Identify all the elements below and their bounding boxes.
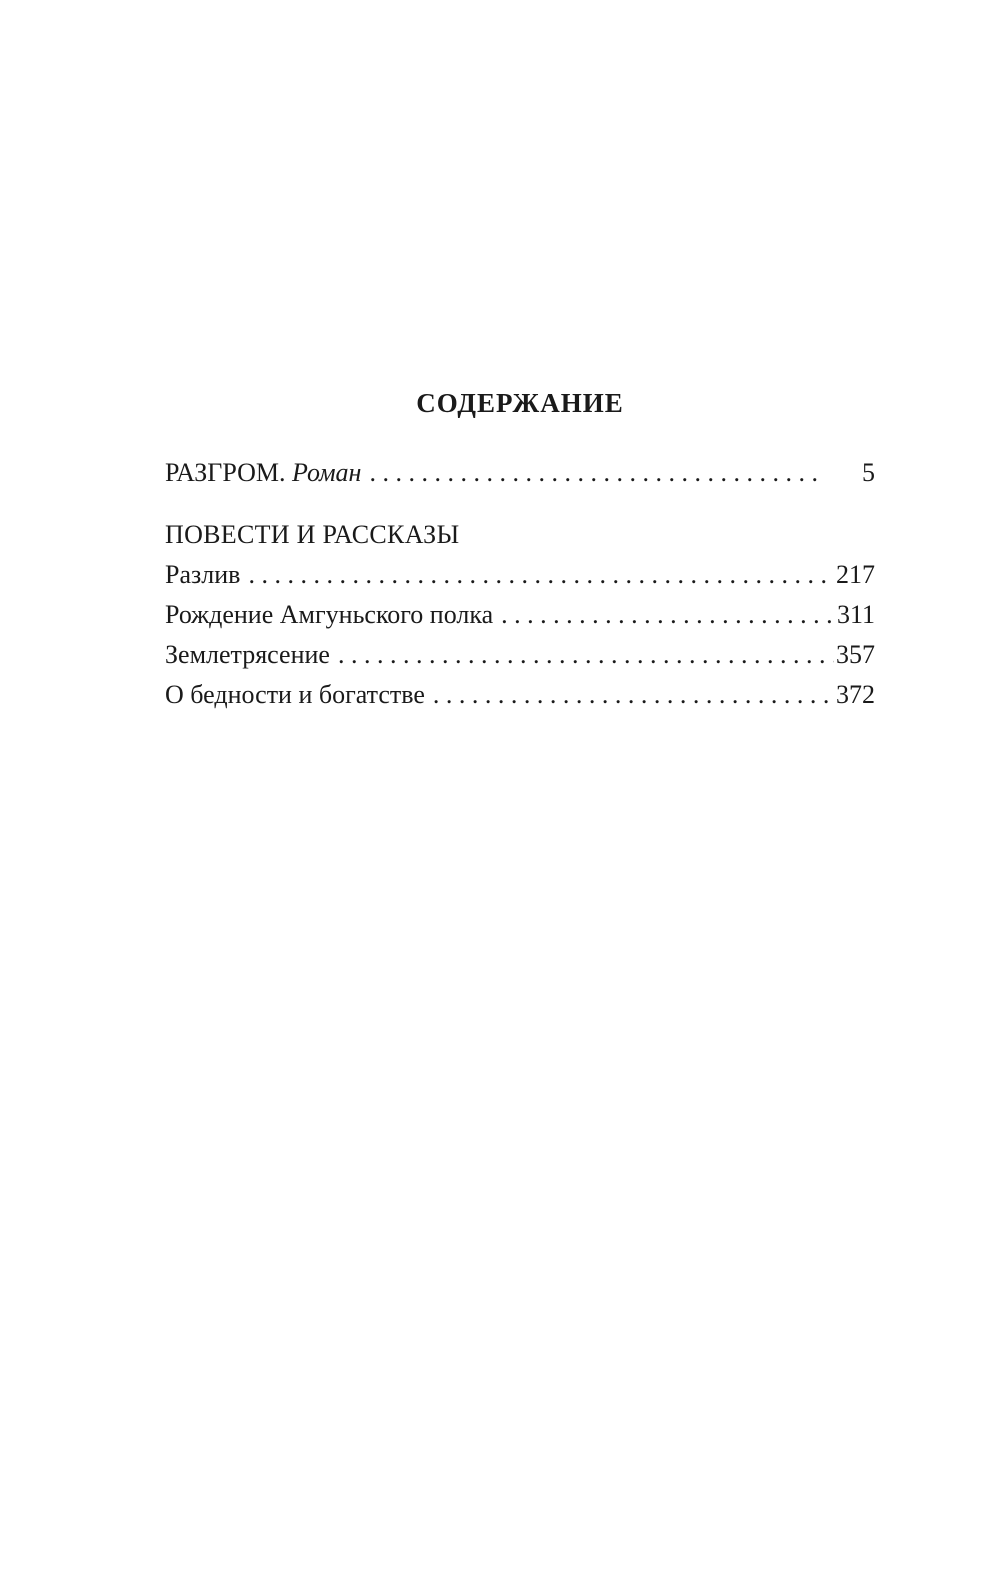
toc-entry-page: 357	[836, 640, 875, 669]
toc-entry-page: 5	[862, 458, 875, 487]
toc-entry-label: О бедности и богатстве	[165, 680, 425, 709]
toc-entry-page: 372	[836, 680, 875, 709]
dot-leader	[248, 555, 834, 595]
toc-entry-page: 311	[836, 600, 875, 629]
table-of-contents	[165, 388, 875, 715]
toc-entry-razgrom	[165, 453, 875, 493]
toc-entry-page: 217	[836, 560, 875, 589]
dot-leader	[501, 595, 835, 635]
dot-leader	[369, 453, 825, 493]
dot-leader	[433, 675, 834, 715]
toc-entry-subtitle: Роман	[292, 458, 362, 487]
section-heading: ПОВЕСТИ И РАССКАЗЫ	[165, 520, 460, 549]
dot-leader	[338, 635, 834, 675]
toc-entry-label: Разлив	[165, 560, 241, 589]
toc-entry-title: РАЗГРОМ.	[165, 458, 286, 487]
toc-entry-label: Землетрясение	[165, 640, 330, 669]
toc-entry	[165, 635, 875, 675]
toc-entry	[165, 555, 875, 595]
toc-entry	[165, 595, 875, 635]
toc-entry-label	[165, 453, 369, 493]
page-title: СОДЕРЖАНИЕ	[416, 388, 624, 418]
toc-entry	[165, 675, 875, 715]
toc-entry-label: Рождение Амгуньского полка	[165, 600, 494, 629]
